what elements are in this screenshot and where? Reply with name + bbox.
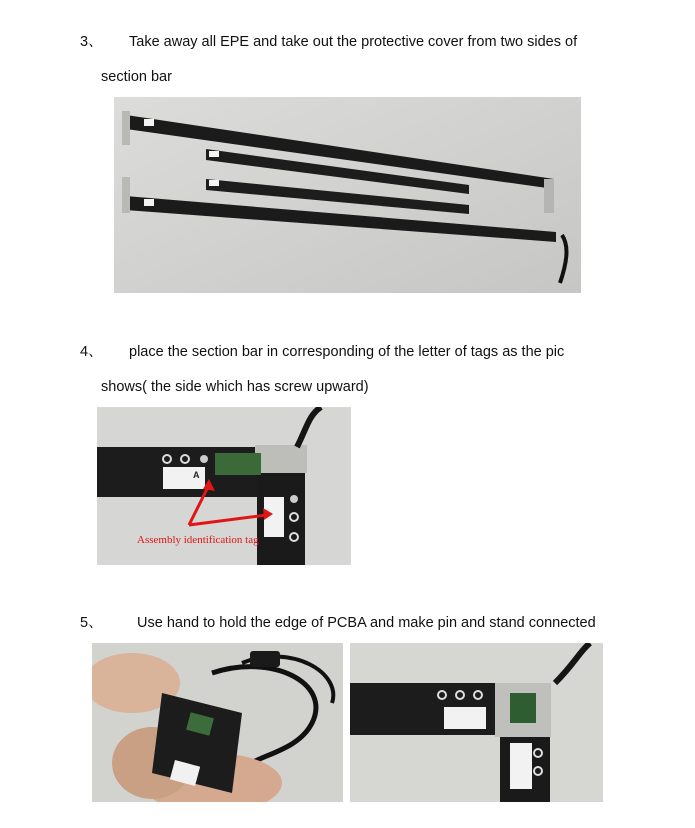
- section-bars-photo: [114, 97, 581, 293]
- step-3-number: 3、: [80, 34, 103, 50]
- step-5-text-line1: Use hand to hold the edge of PCBA and make pin and stand connected: [137, 615, 596, 631]
- connected-corner-photo: [350, 643, 603, 802]
- assembly-identification-tag-label: Assembly identification tag: [137, 534, 259, 546]
- step-3-text-line2: section bar: [101, 69, 172, 85]
- step-4-text-line1: place the section bar in corresponding of the letter of tags as the pic: [129, 344, 565, 360]
- hands-holding-pcba-photo: [92, 643, 343, 802]
- step-4-number: 4、: [80, 344, 103, 360]
- step-3-text-line1: Take away all EPE and take out the protective cover from two sides of: [129, 34, 578, 50]
- step-5-number: 5、: [80, 615, 103, 631]
- step-4-text-line2: shows( the side which has screw upward): [101, 379, 369, 395]
- tag-letter-a: A: [193, 470, 200, 480]
